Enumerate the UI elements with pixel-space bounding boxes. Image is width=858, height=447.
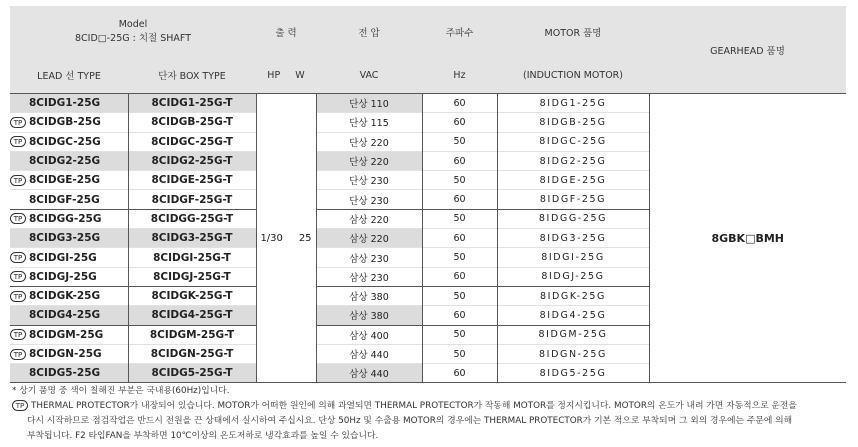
lead-type-value: 8CIDGJ-25G [29, 270, 97, 283]
lead-type-cell [10, 364, 128, 383]
tp-badge-icon: TP [10, 349, 26, 360]
lead-type-value: 8CIDGE-25G [29, 174, 101, 187]
lead-type-value: 8CIDG3-25G [29, 232, 101, 245]
vac-header: VAC [316, 57, 422, 94]
motor-value: 8IDG4-25G [497, 306, 649, 325]
box-type-value: 8CIDG3-25G-T [128, 229, 256, 248]
frequency-value: 50 [422, 344, 497, 363]
voltage-header: 전 압 [316, 6, 422, 57]
frequency-value: 60 [422, 94, 497, 113]
box-type-value: 8CIDG5-25G-T [128, 364, 256, 383]
frequency-value: 50 [422, 171, 497, 190]
box-type-value: 8CIDGE-25G-T [128, 171, 256, 190]
frequency-header: 주파수 [422, 6, 497, 57]
voltage-value: 삼상 230 [316, 248, 422, 267]
model-header-line2: 8CID□-25G : 치절 SHAFT [74, 33, 192, 44]
frequency-value: 60 [422, 364, 497, 383]
box-type-value: 8CIDGI-25G-T [128, 248, 256, 267]
tp-badge-icon: TP [10, 271, 26, 282]
hp-w-header [256, 57, 316, 94]
lead-type-value: 8CIDG4-25G [29, 309, 101, 322]
motor-value: 8IDGN-25G [497, 344, 649, 363]
tp-badge-icon: TP [10, 291, 26, 302]
motor-value: 8IDGI-25G [497, 248, 649, 267]
frequency-value: 60 [422, 267, 497, 286]
lead-type-header: LEAD 선 TYPE [10, 57, 128, 94]
voltage-value: 단상 220 [316, 151, 422, 170]
lead-type-cell [10, 325, 128, 344]
voltage-value: 삼상 230 [316, 267, 422, 286]
lead-type-cell [10, 229, 128, 248]
tp-badge-icon: TP [10, 117, 26, 128]
motor-value: 8IDGC-25G [497, 132, 649, 151]
lead-type-value: 8CIDG1-25G [29, 97, 101, 110]
lead-type-cell [10, 344, 128, 363]
power-cell [256, 94, 316, 383]
lead-type-value: 8CIDGC-25G [29, 135, 101, 148]
voltage-value: 단상 230 [316, 190, 422, 209]
hp-label: HP [267, 69, 281, 81]
lead-type-value: 8CIDGM-25G [29, 328, 104, 341]
frequency-value: 60 [422, 190, 497, 209]
lead-type-cell [10, 286, 128, 305]
tp-badge-icon: TP [12, 400, 28, 411]
tp-badge-icon: TP [10, 213, 26, 224]
box-type-value: 8CIDGJ-25G-T [128, 267, 256, 286]
box-type-value: 8CIDG2-25G-T [128, 151, 256, 170]
motor-value: 8IDGE-25G [497, 171, 649, 190]
lead-type-cell [10, 151, 128, 170]
lead-type-cell [10, 209, 128, 228]
box-type-value: 8CIDG4-25G-T [128, 306, 256, 325]
motor-value: 8IDG1-25G [497, 94, 649, 113]
box-type-value: 8CIDGK-25G-T [128, 286, 256, 305]
lead-type-value: 8CIDG2-25G [29, 155, 101, 168]
model-header [10, 6, 256, 57]
table-row [10, 94, 846, 113]
frequency-value: 60 [422, 151, 497, 170]
lead-type-cell [10, 171, 128, 190]
motor-header: MOTOR 품명 [497, 6, 649, 57]
lead-type-value: 8CIDG5-25G [29, 367, 101, 380]
spec-table-body [10, 94, 846, 383]
tp-badge-icon: TP [10, 329, 26, 340]
voltage-value: 단상 115 [316, 113, 422, 132]
lead-type-cell [10, 248, 128, 267]
motor-value: 8IDGF-25G [497, 190, 649, 209]
frequency-value: 60 [422, 306, 497, 325]
model-header-line1: Model [118, 19, 148, 30]
box-type-value: 8CIDGF-25G-T [128, 190, 256, 209]
note-domestic: * 상기 품명 중 색이 칠해진 부분은 국내용(60Hz)입니다. [12, 386, 230, 396]
voltage-value: 삼상 220 [316, 229, 422, 248]
lead-type-cell [10, 94, 128, 113]
voltage-value: 삼상 380 [316, 306, 422, 325]
note-thermal-cont2: 부착됩니다. F2 타입FAN을 부착하면 10℃이상의 온도저하로 냉각효과를 높일 수 있습니다. [27, 431, 379, 441]
voltage-value: 단상 230 [316, 171, 422, 190]
note-thermal-cont1: 다시 시작하므로 점검작업은 반드시 전원을 끈 상태에서 실시하여 주십시요. 단상 50Hz 및 수출용 MOTOR의 경우에는 THERMAL PROTECTOR가 기본 적으로 부착되며 그 외의 경우에는 주문에 의해 [27, 416, 793, 426]
box-type-value: 8CIDGB-25G-T [128, 113, 256, 132]
frequency-value: 50 [422, 132, 497, 151]
lead-type-value: 8CIDGI-25G [29, 251, 97, 264]
frequency-value: 60 [422, 113, 497, 132]
motor-value: 8IDG2-25G [497, 151, 649, 170]
voltage-value: 삼상 440 [316, 344, 422, 363]
lead-type-value: 8CIDGK-25G [29, 290, 101, 303]
lead-type-cell [10, 306, 128, 325]
box-type-header: 단자 BOX TYPE [128, 57, 256, 94]
note-thermal-text: THERMAL PROTECTOR가 내장되어 있습니다. MOTOR가 어떠한 원인에 의해 과열되면 THERMAL PROTECTOR가 작동해 MOTOR를 정지시킵니다. MOTOR의 온도가 내려 가면 자동적으로 운전을 [31, 401, 797, 411]
voltage-value: 삼상 440 [316, 364, 422, 383]
tp-badge-icon: TP [10, 252, 26, 263]
gearhead-header: GEARHEAD 품명 [649, 6, 846, 94]
motor-value: 8IDG3-25G [497, 229, 649, 248]
motor-value: 8IDGK-25G [497, 286, 649, 305]
frequency-value: 50 [422, 209, 497, 228]
motor-value: 8IDGM-25G [497, 325, 649, 344]
lead-type-cell [10, 190, 128, 209]
tp-badge-icon: TP [10, 175, 26, 186]
induction-header: (INDUCTION MOTOR) [497, 57, 649, 94]
voltage-value: 삼상 380 [316, 286, 422, 305]
notes [12, 384, 852, 444]
lead-type-value: 8CIDGB-25G [29, 116, 101, 129]
motor-value: 8IDGG-25G [497, 209, 649, 228]
gearhead-value: 8GBK□BMH [649, 94, 846, 383]
motor-value: 8IDGB-25G [497, 113, 649, 132]
frequency-value: 60 [422, 229, 497, 248]
power-header: 출 력 [256, 6, 316, 57]
frequency-value: 50 [422, 325, 497, 344]
voltage-value: 단상 110 [316, 94, 422, 113]
power-hp-value: 1/30 [260, 232, 283, 244]
lead-type-cell [10, 267, 128, 286]
box-type-value: 8CIDG1-25G-T [128, 94, 256, 113]
lead-type-cell [10, 113, 128, 132]
voltage-value: 삼상 220 [316, 209, 422, 228]
power-w-value: 25 [298, 232, 312, 244]
box-type-value: 8CIDGC-25G-T [128, 132, 256, 151]
motor-spec-table [10, 6, 846, 383]
frequency-value: 50 [422, 286, 497, 305]
w-label: W [295, 69, 305, 81]
voltage-value: 삼상 400 [316, 325, 422, 344]
motor-value: 8IDG5-25G [497, 364, 649, 383]
frequency-value: 50 [422, 248, 497, 267]
lead-type-value: 8CIDGG-25G [29, 212, 102, 225]
box-type-value: 8CIDGM-25G-T [128, 325, 256, 344]
hz-header: Hz [422, 57, 497, 94]
note-thermal [12, 399, 852, 414]
lead-type-value: 8CIDGF-25G [29, 193, 100, 206]
tp-badge-icon: TP [10, 136, 26, 147]
box-type-value: 8CIDGG-25G-T [128, 209, 256, 228]
box-type-value: 8CIDGN-25G-T [128, 344, 256, 363]
motor-value: 8IDGJ-25G [497, 267, 649, 286]
lead-type-cell [10, 132, 128, 151]
voltage-value: 단상 220 [316, 132, 422, 151]
lead-type-value: 8CIDGN-25G [29, 348, 102, 360]
